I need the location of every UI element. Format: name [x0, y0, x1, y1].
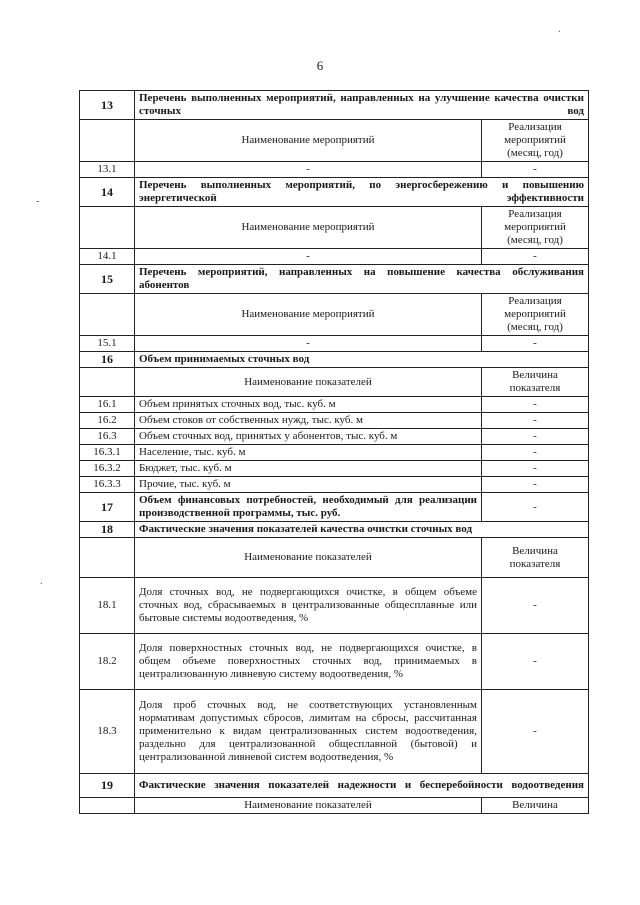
section-title: Перечень выполненных мероприятий, направленных на улучшение качества очистки сточных вод — [135, 91, 589, 120]
page-number: 6 — [316, 58, 324, 73]
column-header-indicators: Наименование показателей — [135, 538, 482, 578]
row-number: 16.3.3 — [80, 477, 135, 493]
section-title: Фактические значения показателей качества очистки сточных вод — [135, 522, 589, 538]
row-value: - — [482, 461, 589, 477]
section-title: Фактические значения показателей надежности и бесперебойности водоотведения — [135, 774, 589, 798]
column-header-measures: Наименование мероприятий — [135, 207, 482, 249]
row-number: 18.3 — [80, 690, 135, 774]
section-number: 19 — [80, 774, 135, 798]
row-label: - — [135, 336, 482, 352]
row-label: Объем принятых сточных вод, тыс. куб. м — [135, 397, 482, 413]
row-value: - — [482, 634, 589, 690]
header-row — [80, 368, 589, 397]
column-header-value: Величина — [482, 798, 589, 814]
row-value: - — [482, 336, 589, 352]
row-number: 15.1 — [80, 336, 135, 352]
header-row — [80, 294, 589, 336]
section-13-row — [80, 91, 589, 120]
table-row — [80, 445, 589, 461]
row-number: 16.2 — [80, 413, 135, 429]
section-16-row — [80, 352, 589, 368]
section-14-row — [80, 178, 589, 207]
scan-speck: - — [36, 196, 40, 207]
row-value: - — [482, 477, 589, 493]
column-header-measures: Наименование мероприятий — [135, 294, 482, 336]
column-header-indicators: Наименование показателей — [135, 798, 482, 814]
scan-speck: . — [558, 24, 561, 35]
row-label: Объем стоков от собственных нужд, тыс. куб. м — [135, 413, 482, 429]
row-label: Доля сточных вод, не подвергающихся очистке, в общем объеме сточных вод, сбрасываемых в централизованные общесплавные или бытовые системы водоотведения, % — [135, 578, 482, 634]
column-header-realization: Реализация мероприятий (месяц, год) — [482, 207, 589, 249]
table-row — [80, 397, 589, 413]
section-number: 17 — [80, 493, 135, 522]
row-number: 14.1 — [80, 249, 135, 265]
program-table — [79, 90, 589, 814]
row-value: - — [482, 162, 589, 178]
row-value: - — [482, 578, 589, 634]
row-value: - — [482, 249, 589, 265]
section-number: 16 — [80, 352, 135, 368]
row-value: - — [482, 397, 589, 413]
row-value: - — [482, 690, 589, 774]
table-row — [80, 429, 589, 445]
section-15-row — [80, 265, 589, 294]
column-header-value: Величина показателя — [482, 538, 589, 578]
section-title: Перечень выполненных мероприятий, по энергосбережению и повышению энергетической эффективности — [135, 178, 589, 207]
table-row — [80, 249, 589, 265]
row-label: Доля проб сточных вод, не соответствующих установленным нормативам допустимых сбросов, лимитам на сбросы, рассчитанная применительно к видам централизованных систем водоотведения, раздельно для централизованной общесплавной (бытовой) и централизованной ливневой систем водоотведения, % — [135, 690, 482, 774]
table-row — [80, 461, 589, 477]
row-value: - — [482, 413, 589, 429]
row-number: 13.1 — [80, 162, 135, 178]
column-header-measures: Наименование мероприятий — [135, 120, 482, 162]
row-label: Доля поверхностных сточных вод, не подвергающихся очистке, в общем объеме поверхностных сточных вод, принимаемых в централизованную ливневую систему водоотведения, % — [135, 634, 482, 690]
column-header-realization: Реализация мероприятий (месяц, год) — [482, 120, 589, 162]
section-title: Объем принимаемых сточных вод — [135, 352, 589, 368]
column-header-indicators: Наименование показателей — [135, 368, 482, 397]
table-row — [80, 634, 589, 690]
table-row — [80, 413, 589, 429]
section-19-row — [80, 774, 589, 798]
section-title: Объем финансовых потребностей, необходимый для реализации производственной программы, тыс. руб. — [135, 493, 482, 522]
row-label: - — [135, 162, 482, 178]
row-label: Бюджет, тыс. куб. м — [135, 461, 482, 477]
section-value: - — [482, 493, 589, 522]
header-row — [80, 120, 589, 162]
section-title: Перечень мероприятий, направленных на повышение качества обслуживания абонентов — [135, 265, 589, 294]
row-label: Население, тыс. куб. м — [135, 445, 482, 461]
section-number: 13 — [80, 91, 135, 120]
header-row — [80, 538, 589, 578]
section-number: 15 — [80, 265, 135, 294]
table-row — [80, 578, 589, 634]
section-number: 14 — [80, 178, 135, 207]
row-number: 16.3 — [80, 429, 135, 445]
table-row — [80, 690, 589, 774]
row-value: - — [482, 429, 589, 445]
row-number: 18.1 — [80, 578, 135, 634]
row-number: 16.3.2 — [80, 461, 135, 477]
table-row — [80, 336, 589, 352]
section-18-row — [80, 522, 589, 538]
table-row — [80, 162, 589, 178]
row-label: Прочие, тыс. куб. м — [135, 477, 482, 493]
row-number: 18.2 — [80, 634, 135, 690]
table-row — [80, 477, 589, 493]
section-number: 18 — [80, 522, 135, 538]
column-header-realization: Реализация мероприятий (месяц, год) — [482, 294, 589, 336]
row-label: Объем сточных вод, принятых у абонентов, тыс. куб. м — [135, 429, 482, 445]
section-17-row — [80, 493, 589, 522]
column-header-value: Величина показателя — [482, 368, 589, 397]
header-row — [80, 798, 589, 814]
row-label: - — [135, 249, 482, 265]
row-value: - — [482, 445, 589, 461]
header-row — [80, 207, 589, 249]
row-number: 16.3.1 — [80, 445, 135, 461]
scan-speck: . — [40, 576, 43, 587]
row-number: 16.1 — [80, 397, 135, 413]
